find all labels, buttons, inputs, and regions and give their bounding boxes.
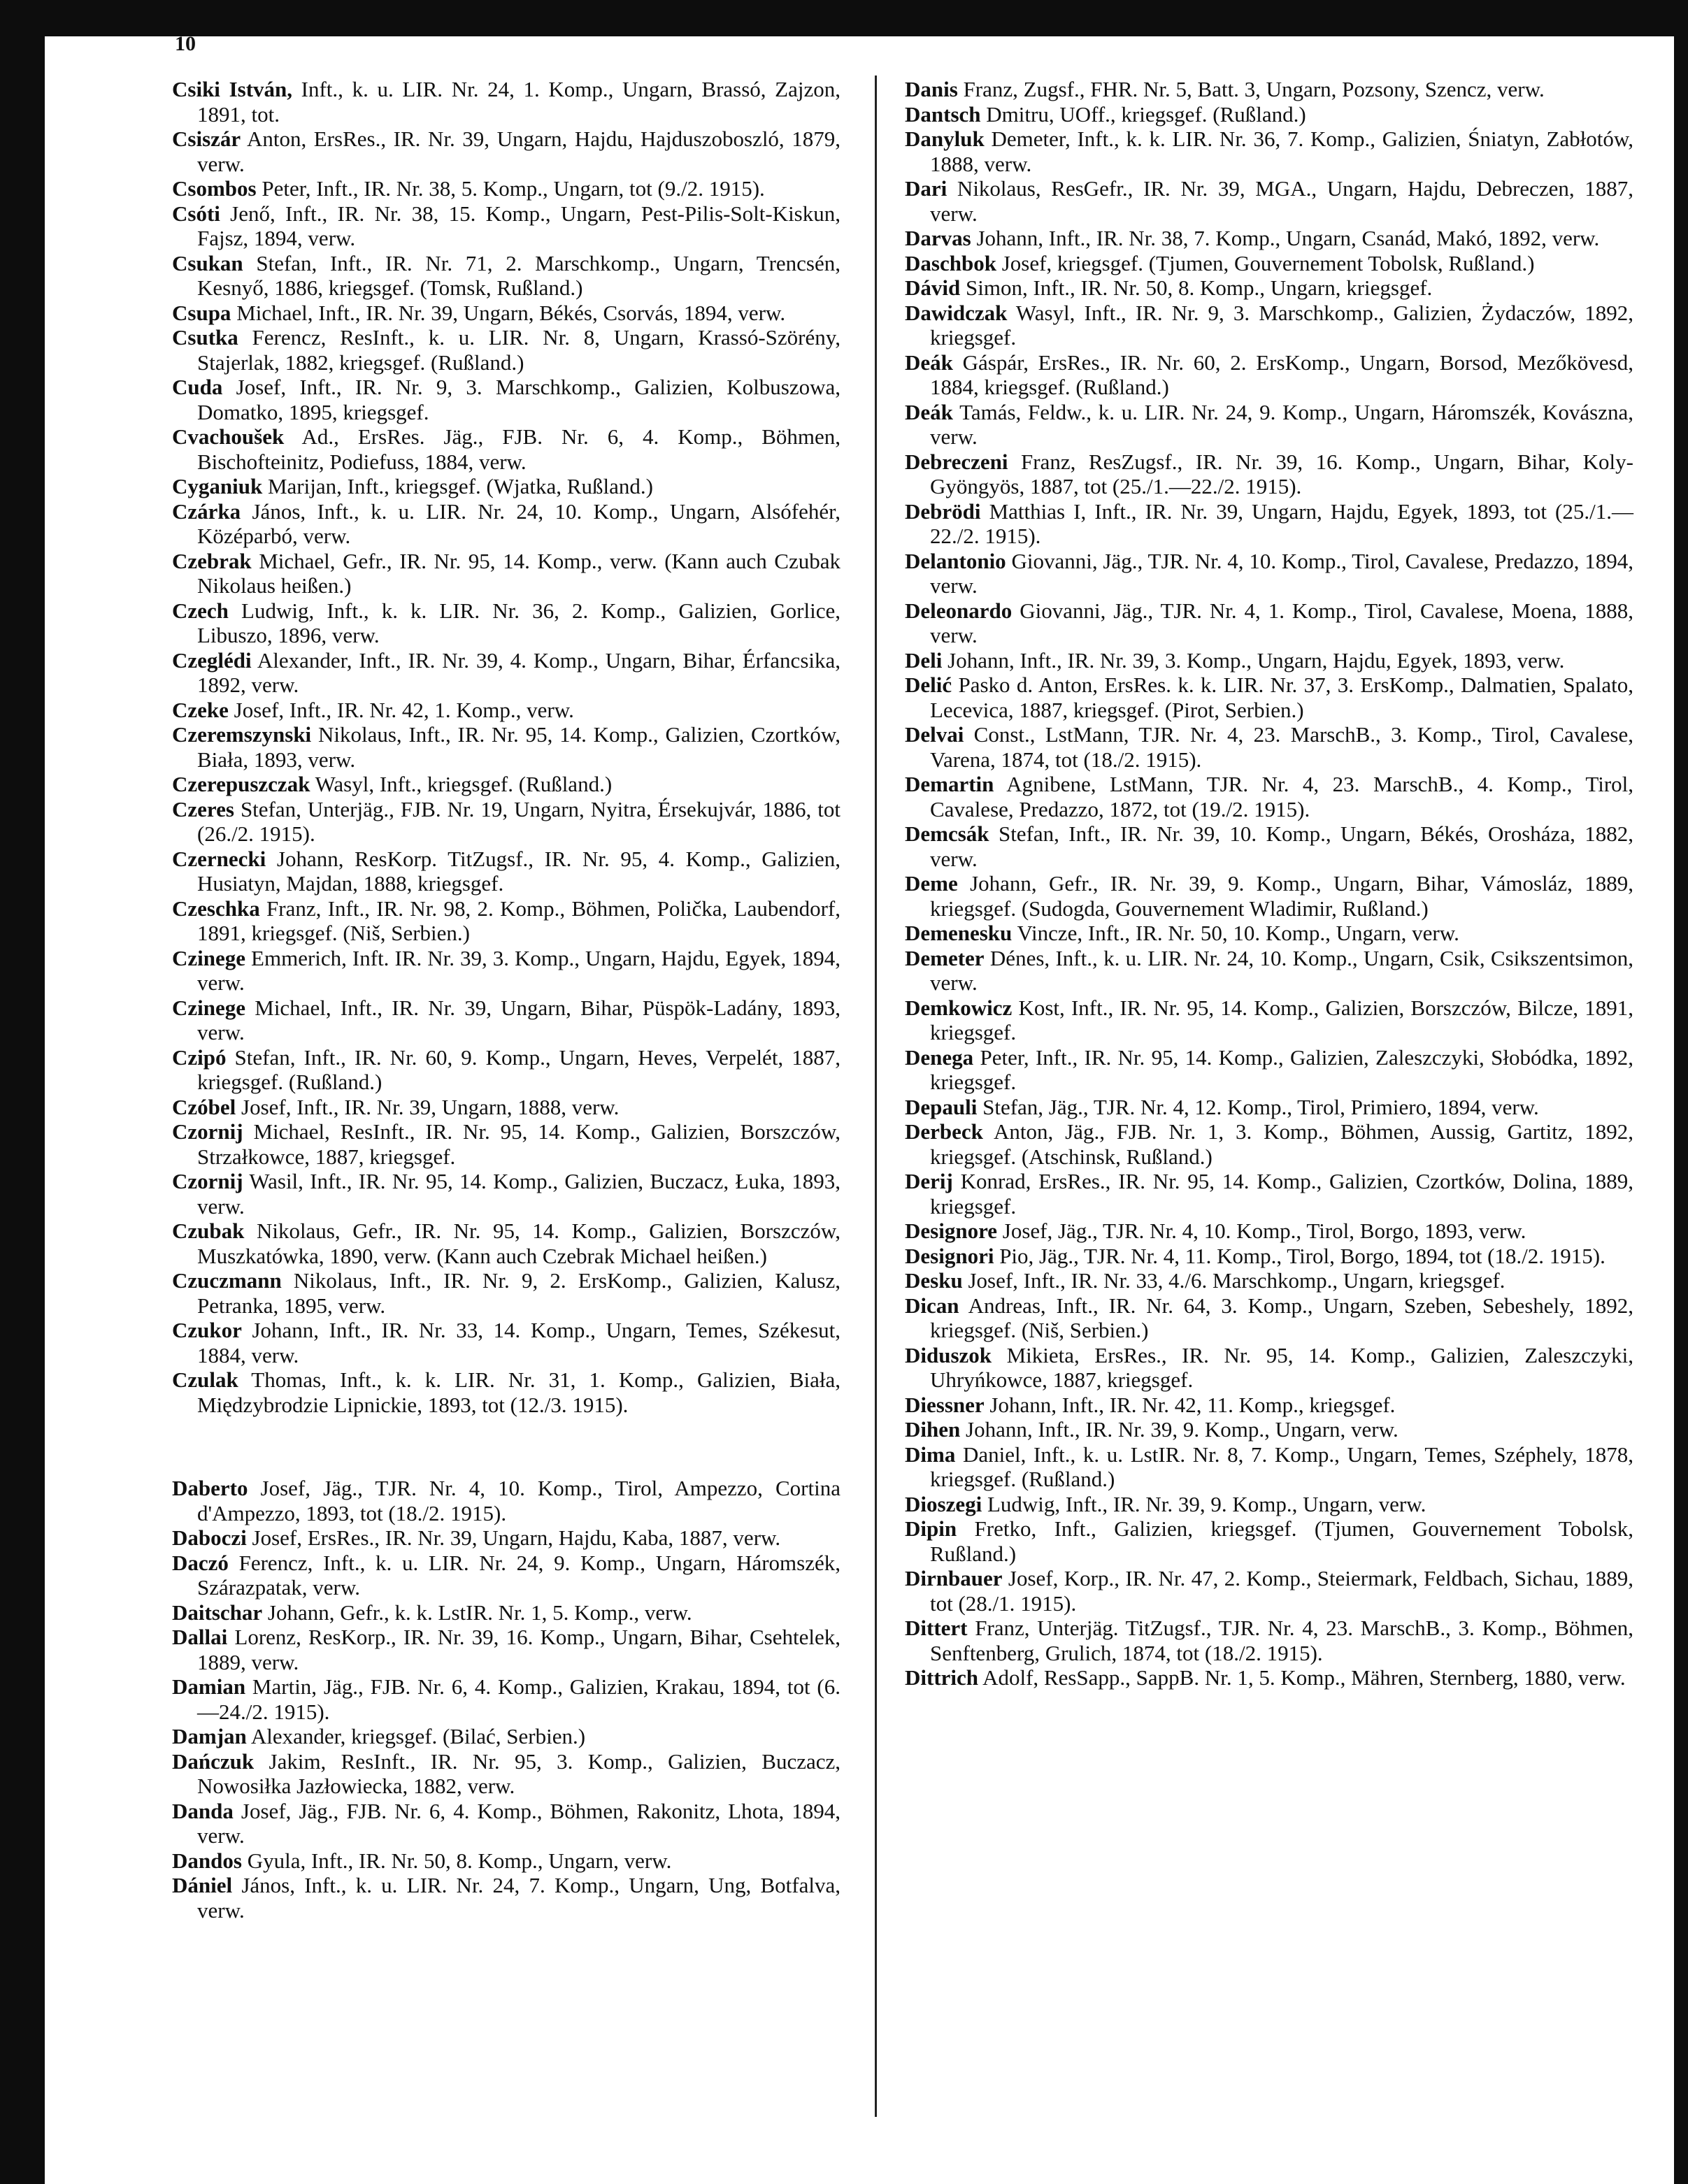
- entry-details: Giovanni, Jäg., TJR. Nr. 4, 10. Komp., Tirol, Cavalese, Predazzo, 1894, verw.: [930, 548, 1633, 598]
- list-entry: [905, 1393, 1633, 1418]
- list-entry: [905, 1268, 1633, 1293]
- entry-details: Anton, ErsRes., IR. Nr. 39, Ungarn, Hajdu, Hajduszoboszló, 1879, verw.: [197, 127, 841, 176]
- entry-details: Josef, ErsRes., IR. Nr. 39, Ungarn, Hajdu, Kaba, 1887, verw.: [246, 1525, 781, 1550]
- entry-details: Lorenz, ResKorp., IR. Nr. 39, 16. Komp., Ungarn, Bihar, Csehtelek, 1889, verw.: [197, 1625, 841, 1674]
- list-entry: [905, 350, 1633, 400]
- entry-surname: Demeter: [905, 945, 985, 970]
- entry-details: János, Inft., k. u. LIR. Nr. 24, 10. Komp., Ungarn, Alsófehér, Középarbó, verw.: [197, 498, 841, 548]
- list-entry: [172, 797, 841, 847]
- list-entry: [905, 1119, 1633, 1169]
- entry-details: Kost, Inft., IR. Nr. 95, 14. Komp., Galizien, Borszczów, Bilcze, 1891, kriegsgef.: [930, 995, 1633, 1044]
- entry-details: Johann, Inft., IR. Nr. 39, 3. Komp., Ungarn, Hajdu, Egyek, 1893, verw.: [942, 647, 1565, 673]
- entry-surname: Dániel: [172, 1873, 233, 1897]
- list-entry: [905, 1417, 1633, 1442]
- list-entry: [172, 549, 841, 598]
- entry-surname: Denega: [905, 1044, 974, 1070]
- entry-surname: Daberto: [172, 1476, 248, 1500]
- list-entry: [905, 400, 1633, 450]
- entry-details: Stefan, Inft., IR. Nr. 60, 9. Komp., Ungarn, Heves, Verpelét, 1887, kriegsgef. (Rußland.): [197, 1044, 841, 1094]
- entry-surname: Csombos: [172, 176, 257, 201]
- entry-surname: Csiszár: [172, 127, 241, 151]
- entry-surname: Czipó: [172, 1044, 227, 1070]
- entry-surname: Danyluk: [905, 127, 985, 151]
- entry-surname: Czeschka: [172, 896, 260, 921]
- entry-surname: Demenesku: [905, 921, 1013, 945]
- list-entry: [172, 127, 841, 176]
- entry-details: Simon, Inft., IR. Nr. 50, 8. Komp., Ungarn, kriegsgef.: [960, 275, 1433, 300]
- list-entry: [905, 1244, 1633, 1269]
- entry-details: Gáspár, ErsRes., IR. Nr. 60, 2. ErsKomp., Ungarn, Borsod, Mezőkövesd, 1884, kriegsgef. (Rußland.): [930, 350, 1633, 399]
- entry-surname: Czóbel: [172, 1094, 236, 1119]
- entry-details: Nikolaus, ResGefr., IR. Nr. 39, MGA., Ungarn, Hajdu, Debreczen, 1887, verw.: [930, 176, 1633, 226]
- entry-details: Ludwig, Inft., IR. Nr. 39, 9. Komp., Ungarn, verw.: [982, 1491, 1426, 1516]
- entry-surname: Dittrich: [905, 1665, 979, 1690]
- list-entry: [172, 201, 841, 251]
- list-entry: [172, 1848, 841, 1874]
- entry-surname: Debrödi: [905, 498, 981, 524]
- entry-surname: Daschbok: [905, 250, 996, 275]
- entry-details: Mikieta, ErsRes., IR. Nr. 95, 14. Komp., Galizien, Zaleszczyki, Uhryńkowce, 1887, kriegsgef.: [930, 1342, 1633, 1392]
- entry-details: Johann, Inft., IR. Nr. 38, 7. Komp., Ungarn, Csanád, Makó, 1892, verw.: [971, 226, 1600, 250]
- list-entry: [905, 1219, 1633, 1244]
- entry-details: Pio, Jäg., TJR. Nr. 4, 11. Komp., Tirol, Borgo, 1894, tot (18./2. 1915).: [994, 1243, 1605, 1268]
- entry-details: Johann, Inft., IR. Nr. 42, 11. Komp., kriegsgef.: [984, 1392, 1396, 1417]
- list-entry: [905, 1442, 1633, 1492]
- entry-surname: Czuczmann: [172, 1268, 282, 1293]
- scan-border-right: [1674, 0, 1688, 2184]
- entry-surname: Czornij: [172, 1119, 243, 1144]
- entry-surname: Czebrak: [172, 548, 252, 573]
- entry-details: Michael, Inft., IR. Nr. 39, Ungarn, Békés, Csorvás, 1894, verw.: [231, 300, 786, 325]
- entry-details: Adolf, ResSapp., SappB. Nr. 1, 5. Komp., Mähren, Sternberg, 1880, verw.: [978, 1665, 1626, 1690]
- entry-details: Stefan, Jäg., TJR. Nr. 4, 12. Komp., Tirol, Primiero, 1894, verw.: [977, 1094, 1539, 1119]
- list-entry: [905, 1169, 1633, 1219]
- list-entry: [905, 996, 1633, 1045]
- entry-details: Peter, Inft., IR. Nr. 95, 14. Komp., Galizien, Zaleszczyki, Słobódka, 1892, kriegsgef.: [930, 1044, 1633, 1094]
- entry-surname: Dipin: [905, 1516, 957, 1541]
- entry-details: János, Inft., k. u. LIR. Nr. 24, 7. Komp., Ungarn, Ung, Botfalva, verw.: [197, 1873, 841, 1923]
- list-entry: [905, 673, 1633, 722]
- entry-surname: Delantonio: [905, 548, 1006, 573]
- scan-border-left: [0, 0, 45, 2184]
- entry-surname: Delvai: [905, 722, 964, 747]
- list-entry: [172, 176, 841, 201]
- entry-surname: Depauli: [905, 1094, 978, 1119]
- list-entry: [905, 1045, 1633, 1095]
- entry-details: Franz, Unterjäg. TitZugsf., TJR. Nr. 4, 23. MarschB., 3. Komp., Böhmen, Senftenberg, Grulich, 1874, tot (18./2. 1915).: [930, 1616, 1633, 1665]
- entry-details: Matthias I, Inft., IR. Nr. 39, Ungarn, Hajdu, Egyek, 1893, tot (25./1.—22./2. 1915).: [930, 498, 1633, 548]
- entry-surname: Deli: [905, 647, 943, 673]
- entry-details: Nikolaus, Inft., IR. Nr. 9, 2. ErsKomp., Galizien, Kalusz, Petranka, 1895, verw.: [197, 1268, 841, 1318]
- list-entry: [172, 1749, 841, 1799]
- list-entry: [172, 772, 841, 797]
- entry-details: Michael, ResInft., IR. Nr. 95, 14. Komp., Galizien, Borszczów, Strzałkowce, 1887, kriegsgef.: [197, 1119, 841, 1169]
- entry-surname: Dantsch: [905, 101, 981, 127]
- list-entry: [905, 1095, 1633, 1120]
- entry-surname: Czech: [172, 598, 229, 623]
- entry-details: Emmerich, Inft. IR. Nr. 39, 3. Komp., Ungarn, Hajdu, Egyek, 1894, verw.: [197, 945, 841, 995]
- entry-surname: Danis: [905, 77, 958, 101]
- page-number: 10: [175, 32, 196, 55]
- list-entry: [172, 1674, 841, 1724]
- list-entry: [905, 1343, 1633, 1393]
- list-entry: [172, 301, 841, 326]
- list-entry: [905, 251, 1633, 276]
- entry-surname: Czárka: [172, 498, 241, 524]
- entry-details: Vincze, Inft., IR. Nr. 50, 10. Komp., Ungarn, verw.: [1012, 921, 1459, 945]
- entry-details: Johann, Gefr., IR. Nr. 39, 9. Komp., Ungarn, Bihar, Vámosláz, 1889, kriegsgef. (Sudogda, Gouvernement Wladimir, Rußland.): [930, 871, 1633, 921]
- entry-surname: Demcsák: [905, 821, 989, 846]
- entry-surname: Deák: [905, 399, 953, 424]
- entry-details: Wasil, Inft., IR. Nr. 95, 14. Komp., Galizien, Buczacz, Łuka, 1893, verw.: [197, 1169, 841, 1219]
- scan-border-top: [0, 0, 1688, 36]
- entry-details: Giovanni, Jäg., TJR. Nr. 4, 1. Komp., Tirol, Cavalese, Moena, 1888, verw.: [930, 598, 1633, 647]
- entry-surname: Diduszok: [905, 1342, 992, 1367]
- entry-details: Nikolaus, Inft., IR. Nr. 95, 14. Komp., Galizien, Czortków, Biała, 1893, verw.: [197, 722, 841, 772]
- list-entry: [172, 698, 841, 723]
- list-entry: [905, 77, 1633, 102]
- entry-surname: Damjan: [172, 1724, 247, 1748]
- list-entry: [172, 1268, 841, 1318]
- entry-details: Franz, Zugsf., FHR. Nr. 5, Batt. 3, Ungarn, Pozsony, Szencz, verw.: [957, 77, 1545, 101]
- entry-surname: Danda: [172, 1798, 234, 1823]
- list-entry: [172, 1095, 841, 1120]
- entry-details: Demeter, Inft., k. k. LIR. Nr. 36, 7. Komp., Galizien, Śniatyn, Zabłotów, 1888, verw.: [930, 127, 1633, 176]
- entry-surname: Dittert: [905, 1616, 968, 1640]
- entry-details: Const., LstMann, TJR. Nr. 4, 23. MarschB., 3. Komp., Tirol, Cavalese, Varena, 1874, tot (18./2. 1915).: [930, 722, 1633, 772]
- list-entry: [905, 450, 1633, 499]
- entry-details: Dmitru, UOff., kriegsgef. (Rußland.): [980, 101, 1306, 127]
- entry-details: Josef, Inft., IR. Nr. 33, 4./6. Marschkomp., Ungarn, kriegsgef.: [962, 1268, 1505, 1293]
- entry-details: Josef, Inft., IR. Nr. 39, Ungarn, 1888, verw.: [236, 1094, 620, 1119]
- list-entry: [905, 772, 1633, 821]
- entry-details: Martin, Jäg., FJB. Nr. 6, 4. Komp., Galizien, Krakau, 1894, tot (6.—24./2. 1915).: [197, 1674, 841, 1724]
- list-entry: [172, 1551, 841, 1600]
- list-entry: [172, 1219, 841, 1268]
- entry-details: Jenő, Inft., IR. Nr. 38, 15. Komp., Ungarn, Pest-Pilis-Solt-Kiskun, Fajsz, 1894, verw.: [197, 201, 841, 250]
- list-entry: [172, 474, 841, 499]
- list-entry: [172, 1600, 841, 1625]
- entry-surname: Csukan: [172, 250, 243, 275]
- entry-surname: Derij: [905, 1169, 953, 1193]
- entry-details: Josef, Jäg., FJB. Nr. 6, 4. Komp., Böhmen, Rakonitz, Lhota, 1894, verw.: [197, 1798, 841, 1848]
- entry-details: Wasyl, Inft., kriegsgef. (Rußland.): [310, 772, 613, 796]
- entry-details: Josef, Inft., IR. Nr. 9, 3. Marschkomp., Galizien, Kolbuszowa, Domatko, 1895, kriegsgef.: [197, 375, 841, 424]
- entry-details: Alexander, Inft., IR. Nr. 39, 4. Komp., Ungarn, Bihar, Érfancsika, 1892, verw.: [197, 647, 841, 697]
- entry-details: Josef, Korp., IR. Nr. 47, 2. Komp., Steiermark, Feldbach, Sichau, 1889, tot (28./1. 1915).: [930, 1566, 1633, 1616]
- left-column-c-entries: [172, 77, 841, 1417]
- list-entry: [905, 176, 1633, 226]
- list-entry: [905, 499, 1633, 549]
- entry-surname: Deme: [905, 871, 958, 896]
- entry-details: Dénes, Inft., k. u. LIR. Nr. 24, 10. Komp., Ungarn, Csik, Csikszentsimon, verw.: [930, 945, 1633, 995]
- list-entry: [905, 1516, 1633, 1566]
- list-entry: [172, 896, 841, 946]
- entry-surname: Csóti: [172, 201, 220, 226]
- entry-details: Pasko d. Anton, ErsRes. k. k. LIR. Nr. 37, 3. ErsKomp., Dalmatien, Spalato, Lecevica, 1887, kriegsgef. (Pirot, Serbien.): [930, 673, 1633, 722]
- entry-details: Anton, Jäg., FJB. Nr. 1, 3. Komp., Böhmen, Aussig, Gartitz, 1892, kriegsgef. (Atschinsk, Rußland.): [930, 1119, 1633, 1169]
- left-column-d-entries: [172, 1476, 841, 1923]
- entry-details: Stefan, Inft., IR. Nr. 39, 10. Komp., Ungarn, Békés, Orosháza, 1882, verw.: [930, 821, 1633, 871]
- list-entry: [172, 598, 841, 648]
- entry-surname: Deleonardo: [905, 598, 1013, 623]
- entry-surname: Dihen: [905, 1417, 961, 1442]
- entry-surname: Dioszegi: [905, 1491, 982, 1516]
- entry-surname: Czukor: [172, 1318, 242, 1342]
- entry-surname: Cuda: [172, 375, 223, 399]
- entry-surname: Dima: [905, 1442, 956, 1467]
- entry-surname: Derbeck: [905, 1119, 983, 1144]
- entry-details: Ludwig, Inft., k. k. LIR. Nr. 36, 2. Komp., Galizien, Gorlice, Libuszo, 1896, verw.: [197, 598, 841, 647]
- entry-details: Fretko, Inft., Galizien, kriegsgef. (Tjumen, Gouvernement Tobolsk, Rußland.): [930, 1516, 1633, 1566]
- list-entry: [905, 946, 1633, 996]
- list-entry: [172, 77, 841, 127]
- entry-details: Ad., ErsRes. Jäg., FJB. Nr. 6, 4. Komp., Böhmen, Bischofteinitz, Podiefuss, 1884, verw.: [197, 424, 841, 474]
- entry-surname: Dańczuk: [172, 1748, 255, 1774]
- list-entry: [905, 821, 1633, 871]
- entry-details: Nikolaus, Gefr., IR. Nr. 95, 14. Komp., Galizien, Borszczów, Muszkatówka, 1890, verw. (Kann auch Czebrak Michael heißen.): [197, 1219, 841, 1268]
- list-entry: [172, 1476, 841, 1525]
- list-entry: [905, 598, 1633, 648]
- entry-surname: Dawidczak: [905, 300, 1008, 325]
- entry-details: Stefan, Unterjäg., FJB. Nr. 19, Ungarn, Nyitra, Érsekujvár, 1886, tot (26./2. 1915).: [197, 796, 841, 846]
- entry-details: Johann, ResKorp. TitZugsf., IR. Nr. 95, 4. Komp., Galizien, Husiatyn, Majdan, 1888, kriegsgef.: [197, 846, 841, 896]
- entry-surname: Cvachoušek: [172, 424, 285, 449]
- list-entry: [172, 1799, 841, 1848]
- entry-surname: Dandos: [172, 1848, 242, 1873]
- entry-details: Franz, Inft., IR. Nr. 98, 2. Komp., Böhmen, Polička, Laubendorf, 1891, kriegsgef. (Niš, Serbien.): [197, 896, 841, 945]
- entry-details: Peter, Inft., IR. Nr. 38, 5. Komp., Ungarn, tot (9./2. 1915).: [256, 176, 765, 201]
- list-entry: [172, 1119, 841, 1169]
- list-entry: [172, 1367, 841, 1417]
- entry-details: Michael, Gefr., IR. Nr. 95, 14. Komp., verw. (Kann auch Czubak Nikolaus heißen.): [197, 548, 841, 598]
- entry-details: Josef, kriegsgef. (Tjumen, Gouvernement Tobolsk, Rußland.): [996, 250, 1535, 275]
- entry-surname: Daczó: [172, 1550, 229, 1575]
- entry-surname: Dican: [905, 1293, 959, 1318]
- entry-surname: Czubak: [172, 1219, 245, 1243]
- entry-surname: Damian: [172, 1674, 246, 1699]
- list-entry: [905, 102, 1633, 127]
- entry-details: Gyula, Inft., IR. Nr. 50, 8. Komp., Ungarn, verw.: [241, 1848, 672, 1873]
- list-entry: [172, 946, 841, 996]
- list-entry: [905, 722, 1633, 772]
- entry-surname: Czornij: [172, 1169, 243, 1193]
- entry-details: Jakim, ResInft., IR. Nr. 95, 3. Komp., Galizien, Buczacz, Nowosiłka Jazłowiecka, 1882, verw.: [197, 1748, 841, 1798]
- list-entry: [905, 275, 1633, 301]
- entry-details: Josef, Jäg., TJR. Nr. 4, 10. Komp., Tirol, Ampezzo, Cortina d'Ampezzo, 1893, tot (18./2. 1915).: [197, 1476, 841, 1525]
- list-entry: [172, 424, 841, 474]
- entry-surname: Czernecki: [172, 846, 266, 871]
- list-entry: [172, 325, 841, 375]
- entry-surname: Czinege: [172, 995, 246, 1020]
- entry-surname: Czulak: [172, 1367, 238, 1392]
- right-column: [905, 77, 1633, 1690]
- entry-details: Wasyl, Inft., IR. Nr. 9, 3. Marschkomp., Galizien, Żydaczów, 1892, kriegsgef.: [930, 300, 1633, 350]
- list-entry: [905, 1665, 1633, 1690]
- entry-surname: Czeres: [172, 796, 234, 821]
- list-entry: [905, 871, 1633, 921]
- list-entry: [172, 722, 841, 772]
- entry-surname: Czeke: [172, 697, 229, 722]
- entry-details: Josef, Inft., IR. Nr. 42, 1. Komp., verw.: [228, 697, 574, 722]
- right-column-entries: [905, 77, 1633, 1690]
- list-entry: [172, 1625, 841, 1674]
- entry-details: Ferencz, ResInft., k. u. LIR. Nr. 8, Ungarn, Krassó-Szörény, Stajerlak, 1882, kriegsgef. (Rußland.): [197, 325, 841, 375]
- entry-details: Franz, ResZugsf., IR. Nr. 39, 16. Komp., Ungarn, Bihar, Koly-Gyöngyös, 1887, tot (25./1.—22./2. 1915).: [930, 449, 1633, 498]
- list-entry: [172, 375, 841, 424]
- entry-details: Johann, Gefr., k. k. LstIR. Nr. 1, 5. Komp., verw.: [262, 1600, 692, 1625]
- entry-surname: Debreczeni: [905, 449, 1008, 474]
- entry-details: Michael, Inft., IR. Nr. 39, Ungarn, Bihar, Püspök-Ladány, 1893, verw.: [197, 995, 841, 1044]
- entry-surname: Csiki István,: [172, 77, 293, 101]
- entry-surname: Csutka: [172, 325, 238, 350]
- entry-details: Josef, Jäg., TJR. Nr. 4, 10. Komp., Tirol, Borgo, 1893, verw.: [997, 1219, 1526, 1243]
- entry-surname: Designore: [905, 1219, 998, 1243]
- list-entry: [905, 301, 1633, 350]
- list-entry: [172, 996, 841, 1045]
- entry-surname: Deák: [905, 350, 953, 375]
- list-entry: [172, 1318, 841, 1367]
- entry-details: Tamás, Feldw., k. u. LIR. Nr. 24, 9. Komp., Ungarn, Háromszék, Kovászna, verw.: [930, 399, 1633, 449]
- entry-surname: Czerepuszczak: [172, 772, 310, 796]
- entry-details: Konrad, ErsRes., IR. Nr. 95, 14. Komp., Galizien, Czortków, Dolina, 1889, kriegsgef.: [930, 1169, 1633, 1219]
- entry-surname: Desku: [905, 1268, 963, 1293]
- list-entry: [172, 1045, 841, 1095]
- entry-surname: Dávid: [905, 275, 961, 300]
- list-entry: [905, 127, 1633, 176]
- entry-details: Agnibene, LstMann, TJR. Nr. 4, 23. MarschB., 4. Komp., Tirol, Cavalese, Predazzo, 1872, tot (19./2. 1915).: [930, 772, 1633, 821]
- list-entry: [172, 1724, 841, 1749]
- list-entry: [172, 1873, 841, 1923]
- list-entry: [905, 921, 1633, 946]
- entry-surname: Daboczi: [172, 1525, 247, 1550]
- entry-surname: Dallai: [172, 1625, 228, 1649]
- entry-details: Alexander, kriegsgef. (Bilać, Serbien.): [246, 1724, 586, 1748]
- column-divider: [875, 76, 877, 2117]
- list-entry: [172, 251, 841, 301]
- entry-surname: Cyganiuk: [172, 474, 263, 498]
- list-entry: [905, 1616, 1633, 1665]
- entry-surname: Demartin: [905, 772, 994, 796]
- list-entry: [172, 1525, 841, 1551]
- entry-surname: Daitschar: [172, 1600, 263, 1625]
- list-entry: [905, 226, 1633, 251]
- entry-details: Andreas, Inft., IR. Nr. 64, 3. Komp., Ungarn, Szeben, Sebeshely, 1892, kriegsgef. (Niš, Serbien.): [930, 1293, 1633, 1342]
- entry-details: Johann, Inft., IR. Nr. 33, 14. Komp., Ungarn, Temes, Székesut, 1884, verw.: [197, 1318, 841, 1367]
- entry-surname: Darvas: [905, 226, 971, 250]
- list-entry: [905, 1566, 1633, 1616]
- entry-details: Ferencz, Inft., k. u. LIR. Nr. 24, 9. Komp., Ungarn, Háromszék, Szárazpatak, verw.: [197, 1550, 841, 1600]
- entry-details: Inft., k. u. LIR. Nr. 24, 1. Komp., Ungarn, Brassó, Zajzon, 1891, tot.: [197, 77, 841, 127]
- entry-details: Johann, Inft., IR. Nr. 39, 9. Komp., Ungarn, verw.: [960, 1417, 1399, 1442]
- entry-surname: Demkowicz: [905, 995, 1013, 1020]
- list-entry: [905, 1293, 1633, 1343]
- list-entry: [905, 1492, 1633, 1517]
- entry-surname: Diessner: [905, 1392, 985, 1417]
- entry-details: Daniel, Inft., k. u. LstIR. Nr. 8, 7. Komp., Ungarn, Temes, Széphely, 1878, kriegsgef. (Rußland.): [930, 1442, 1633, 1491]
- list-entry: [905, 648, 1633, 673]
- left-column: [172, 77, 841, 1923]
- entry-surname: Delić: [905, 673, 952, 697]
- list-entry: [172, 1169, 841, 1219]
- list-entry: [172, 648, 841, 698]
- entry-surname: Dari: [905, 176, 947, 201]
- section-gap: [172, 1417, 841, 1476]
- entry-surname: Czinege: [172, 945, 246, 970]
- list-entry: [172, 847, 841, 896]
- list-entry: [905, 549, 1633, 598]
- entry-surname: Dirnbauer: [905, 1566, 1003, 1590]
- entry-details: Marijan, Inft., kriegsgef. (Wjatka, Rußland.): [262, 474, 653, 498]
- list-entry: [172, 499, 841, 549]
- entry-details: Thomas, Inft., k. k. LIR. Nr. 31, 1. Komp., Galizien, Biała, Międzybrodzie Lipnickie, 1893, tot (12./3. 1915).: [197, 1367, 841, 1417]
- entry-surname: Czeglédi: [172, 647, 252, 673]
- entry-surname: Czeremszynski: [172, 722, 312, 747]
- entry-details: Stefan, Inft., IR. Nr. 71, 2. Marschkomp., Ungarn, Trencsén, Kesnyő, 1886, kriegsgef. (Tomsk, Rußland.): [197, 250, 841, 300]
- entry-surname: Csupa: [172, 300, 231, 325]
- entry-surname: Designori: [905, 1243, 994, 1268]
